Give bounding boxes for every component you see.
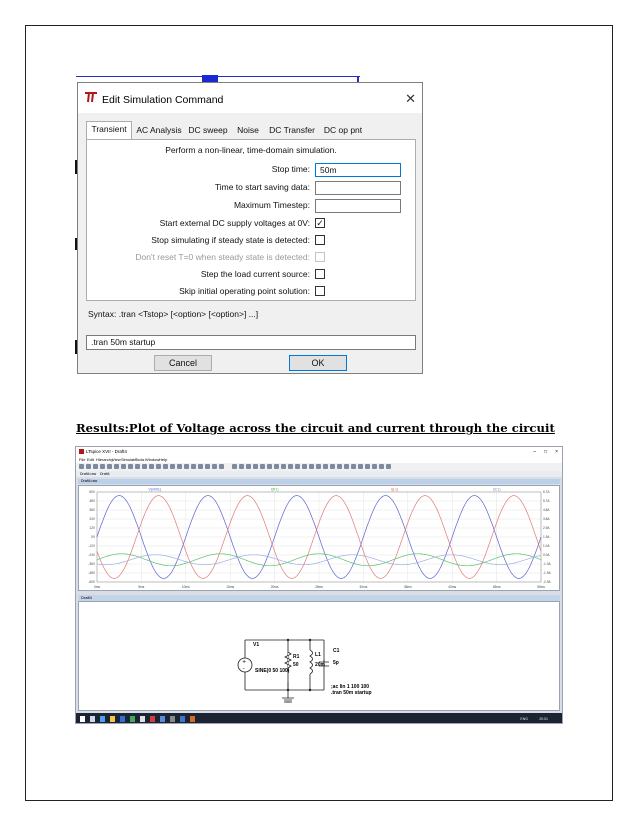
toolbar-button-icon[interactable] bbox=[302, 464, 307, 469]
taskbar-app-icon[interactable] bbox=[120, 716, 125, 722]
y-tick-label: -60V bbox=[88, 580, 95, 584]
taskbar-language: ENG bbox=[520, 717, 528, 721]
tab-noise[interactable]: Noise bbox=[237, 125, 259, 135]
toolbar-button-icon[interactable] bbox=[372, 464, 377, 469]
y-tick-label: -24V bbox=[88, 553, 95, 557]
dialog-title: Edit Simulation Command bbox=[102, 94, 224, 106]
command-preview-field[interactable]: .tran 50m startup bbox=[86, 335, 416, 350]
l1-name: L1 bbox=[315, 652, 321, 658]
x-tick-label: 35ms bbox=[403, 585, 412, 589]
toolbar-button-icon[interactable] bbox=[219, 464, 224, 469]
windows-taskbar bbox=[76, 713, 562, 724]
taskbar-app-icon[interactable] bbox=[140, 716, 145, 722]
trace-label: V(n001) bbox=[148, 487, 161, 492]
toolbar-button-icon[interactable] bbox=[351, 464, 356, 469]
step-load-checkbox[interactable] bbox=[315, 269, 325, 279]
analysis-description: Perform a non-linear, time-domain simulation. bbox=[165, 145, 337, 155]
toolbar-button-icon[interactable] bbox=[149, 464, 154, 469]
toolbar-button-icon[interactable] bbox=[316, 464, 321, 469]
toolbar-button-icon[interactable] bbox=[170, 464, 175, 469]
schematic-background-strip bbox=[76, 76, 360, 81]
v1-value: SINE(0 50 100) bbox=[255, 668, 290, 674]
x-tick-label: 40ms bbox=[448, 585, 457, 589]
toolbar-button-icon[interactable] bbox=[337, 464, 342, 469]
toolbar-button-icon[interactable] bbox=[191, 464, 196, 469]
toolbar-button-icon[interactable] bbox=[288, 464, 293, 469]
ok-button[interactable]: OK bbox=[289, 355, 347, 371]
toolbar-button-icon[interactable] bbox=[323, 464, 328, 469]
taskbar-app-icon[interactable] bbox=[150, 716, 155, 722]
tab-ac-analysis[interactable]: AC Analysis bbox=[136, 125, 182, 135]
trace-label: I(L1) bbox=[390, 487, 399, 492]
taskbar-app-icon[interactable] bbox=[180, 716, 185, 722]
inductor-icon bbox=[310, 650, 313, 674]
r1-value: 50 bbox=[293, 662, 299, 668]
ltspice-screenshot bbox=[75, 446, 563, 724]
y-tick-label: -12V bbox=[88, 544, 95, 548]
y2-tick-label: 2.9A bbox=[543, 526, 550, 530]
toolbar-button-icon[interactable] bbox=[239, 464, 244, 469]
x-tick-label: 0ms bbox=[93, 585, 101, 589]
y2-tick-label: -1.0A bbox=[543, 562, 551, 566]
start-saving-field[interactable] bbox=[315, 181, 401, 195]
tab-dc-op-pnt[interactable]: DC op pnt bbox=[323, 125, 363, 135]
toolbar-button-icon[interactable] bbox=[253, 464, 258, 469]
svg-text:+: + bbox=[242, 659, 247, 665]
toolbar-button-icon[interactable] bbox=[295, 464, 300, 469]
max-timestep-label: Maximum Timestep: bbox=[233, 200, 310, 210]
v1-name: V1 bbox=[253, 642, 260, 648]
menu-simulate[interactable]: Simulate bbox=[121, 457, 137, 462]
maximize-icon[interactable]: □ bbox=[543, 449, 547, 455]
y2-tick-label: 5.7A bbox=[543, 499, 550, 503]
y-tick-label: -48V bbox=[88, 571, 95, 575]
ltspice-window-title: LTspice XVII - Draft4 bbox=[86, 449, 127, 454]
tran-directive: .tran 50m startup bbox=[331, 690, 372, 696]
schematic-canvas[interactable] bbox=[78, 601, 560, 711]
trace-label: I(R1) bbox=[270, 487, 279, 492]
stop-time-field[interactable]: 50m bbox=[315, 163, 401, 177]
toolbar-button-icon[interactable] bbox=[114, 464, 119, 469]
dont-reset-label: Don't reset T=0 when steady state is detected: bbox=[135, 252, 310, 262]
toolbar-button-icon[interactable] bbox=[232, 464, 237, 469]
toolbar-button-icon[interactable] bbox=[107, 464, 112, 469]
x-tick-label: 30ms bbox=[359, 585, 368, 589]
y2-tick-label: -2.9A bbox=[543, 580, 551, 584]
x-tick-label: 25ms bbox=[315, 585, 323, 589]
ac-directive: ;ac lin 1 100 100 bbox=[331, 684, 370, 690]
toolbar-button-icon[interactable] bbox=[198, 464, 203, 469]
c1-value: 5p bbox=[333, 660, 339, 666]
stop-steady-state-checkbox[interactable] bbox=[315, 235, 325, 245]
ltspice-titlebar bbox=[76, 447, 562, 457]
toolbar-button-icon[interactable] bbox=[274, 464, 279, 469]
y2-tick-label: 1.0A bbox=[543, 544, 550, 548]
x-tick-label: 45ms bbox=[492, 585, 501, 589]
toolbar-button-icon[interactable] bbox=[177, 464, 182, 469]
resistor-icon bbox=[285, 652, 291, 668]
ltspice-doc-tabs bbox=[76, 471, 562, 477]
y2-tick-label: 6.7A bbox=[543, 490, 550, 494]
waveform-plot[interactable] bbox=[78, 485, 560, 591]
menu-hierarchy[interactable]: Hierarchy bbox=[96, 457, 114, 462]
toolbar-button-icon[interactable] bbox=[93, 464, 98, 469]
taskbar-app-icon[interactable] bbox=[160, 716, 165, 722]
menu-view[interactable]: View bbox=[112, 457, 121, 462]
trace-label: I(C1) bbox=[492, 487, 501, 492]
menu-file[interactable]: File bbox=[79, 457, 86, 462]
x-tick-label: 50ms bbox=[537, 585, 545, 589]
syntax-hint: Syntax: .tran <Tstop> [<option> [<option>] ...] bbox=[88, 309, 259, 319]
edit-simulation-dialog bbox=[77, 82, 423, 374]
y2-tick-label: -1.9A bbox=[543, 571, 551, 575]
tab-transient[interactable]: Transient bbox=[86, 121, 132, 139]
toolbar-button-icon[interactable] bbox=[344, 464, 349, 469]
toolbar-button-icon[interactable] bbox=[281, 464, 286, 469]
menu-tools[interactable]: Tools bbox=[135, 457, 145, 462]
menu-window[interactable]: Window bbox=[145, 457, 160, 462]
toolbar-button-icon[interactable] bbox=[142, 464, 147, 469]
taskbar-app-icon[interactable] bbox=[90, 716, 95, 722]
y-tick-label: 60V bbox=[89, 490, 95, 494]
toolbar-button-icon[interactable] bbox=[309, 464, 314, 469]
close-icon[interactable]: ✕ bbox=[405, 91, 416, 106]
cancel-button[interactable]: Cancel bbox=[154, 355, 212, 371]
x-tick-label: 5ms bbox=[138, 585, 145, 589]
taskbar-app-icon[interactable] bbox=[110, 716, 115, 722]
taskbar-app-icon[interactable] bbox=[190, 716, 195, 722]
tab-dc-transfer[interactable]: DC Transfer bbox=[269, 125, 315, 135]
toolbar-button-icon[interactable] bbox=[79, 464, 84, 469]
dialog-titlebar bbox=[78, 83, 422, 113]
taskbar-app-icon[interactable] bbox=[100, 716, 105, 722]
start-dc-zero-checkbox[interactable]: ✓ bbox=[316, 218, 324, 228]
toolbar-button-icon[interactable] bbox=[135, 464, 140, 469]
toolbar-button-icon[interactable] bbox=[86, 464, 91, 469]
y-tick-label: 24V bbox=[89, 517, 95, 521]
tab-dc-sweep[interactable]: DC sweep bbox=[188, 125, 228, 135]
y2-tick-label: 1.9A bbox=[543, 535, 550, 539]
x-tick-label: 15ms bbox=[226, 585, 235, 589]
svg-text:–: – bbox=[242, 666, 245, 672]
transient-panel bbox=[86, 139, 416, 301]
toolbar-button-icon[interactable] bbox=[163, 464, 168, 469]
toolbar-button-icon[interactable] bbox=[260, 464, 265, 469]
toolbar-button-icon[interactable] bbox=[246, 464, 251, 469]
start-dc-zero-label: Start external DC supply voltages at 0V: bbox=[159, 218, 310, 228]
toolbar-button-icon[interactable] bbox=[365, 464, 370, 469]
dont-reset-checkbox bbox=[315, 252, 325, 262]
toolbar-button-icon[interactable] bbox=[379, 464, 384, 469]
ltspice-logo-icon bbox=[79, 449, 84, 454]
stop-time-label: Stop time: bbox=[271, 164, 310, 174]
taskbar-clock: 20:01 bbox=[539, 717, 548, 721]
skip-op-label: Skip initial operating point solution: bbox=[179, 286, 310, 296]
taskbar-app-icon[interactable] bbox=[130, 716, 135, 722]
plot-window-title bbox=[78, 479, 560, 484]
toolbar-button-icon[interactable] bbox=[330, 464, 335, 469]
y2-tick-label: 0.0A bbox=[543, 553, 550, 557]
toolbar-button-icon[interactable] bbox=[121, 464, 126, 469]
y-tick-label: -36V bbox=[88, 562, 95, 566]
tab-draft[interactable]: Draft4 bbox=[100, 472, 110, 476]
step-load-label: Step the load current source: bbox=[200, 269, 310, 279]
taskbar-app-icon[interactable] bbox=[170, 716, 175, 722]
results-heading: Results:Plot of Voltage across the circuit and current through the circuit bbox=[76, 421, 555, 435]
x-tick-label: 10ms bbox=[181, 585, 190, 589]
max-timestep-field[interactable] bbox=[315, 199, 401, 213]
toolbar-button-icon[interactable] bbox=[386, 464, 391, 469]
plot-window-name: Draft4.raw bbox=[81, 479, 98, 483]
taskbar-app-icon[interactable] bbox=[80, 716, 85, 722]
y-tick-label: 0V bbox=[91, 535, 95, 539]
start-saving-label: Time to start saving data: bbox=[214, 182, 310, 192]
ltspice-app-icon bbox=[84, 91, 98, 104]
toolbar-button-icon[interactable] bbox=[205, 464, 210, 469]
waveform-svg bbox=[79, 486, 559, 590]
ltspice-toolbar bbox=[76, 463, 562, 471]
close-icon[interactable]: × bbox=[555, 449, 558, 455]
y-tick-label: 12V bbox=[89, 526, 95, 530]
y2-tick-label: 4.8A bbox=[543, 508, 550, 512]
toolbar-button-icon[interactable] bbox=[358, 464, 363, 469]
toolbar-button-icon[interactable] bbox=[156, 464, 161, 469]
menu-edit[interactable]: Edit bbox=[87, 457, 94, 462]
skip-op-checkbox[interactable] bbox=[315, 286, 325, 296]
y-tick-label: 48V bbox=[89, 499, 95, 503]
y2-tick-label: 3.8A bbox=[543, 517, 550, 521]
toolbar-button-icon[interactable] bbox=[100, 464, 105, 469]
x-tick-label: 20ms bbox=[270, 585, 279, 589]
stop-steady-state-label: Stop simulating if steady state is detected: bbox=[151, 235, 310, 245]
tab-raw[interactable]: Draft4.raw bbox=[80, 472, 97, 476]
toolbar-button-icon[interactable] bbox=[184, 464, 189, 469]
toolbar-button-icon[interactable] bbox=[128, 464, 133, 469]
l1-value: 20m bbox=[315, 662, 326, 668]
minimize-icon[interactable]: – bbox=[533, 449, 536, 455]
r1-name: R1 bbox=[293, 654, 300, 660]
toolbar-button-icon[interactable] bbox=[267, 464, 272, 469]
c1-name: C1 bbox=[333, 648, 340, 654]
menu-help[interactable]: Help bbox=[159, 457, 168, 462]
y-tick-label: 36V bbox=[89, 508, 95, 512]
toolbar-button-icon[interactable] bbox=[212, 464, 217, 469]
schematic-window-name: Draft4 bbox=[81, 595, 92, 600]
